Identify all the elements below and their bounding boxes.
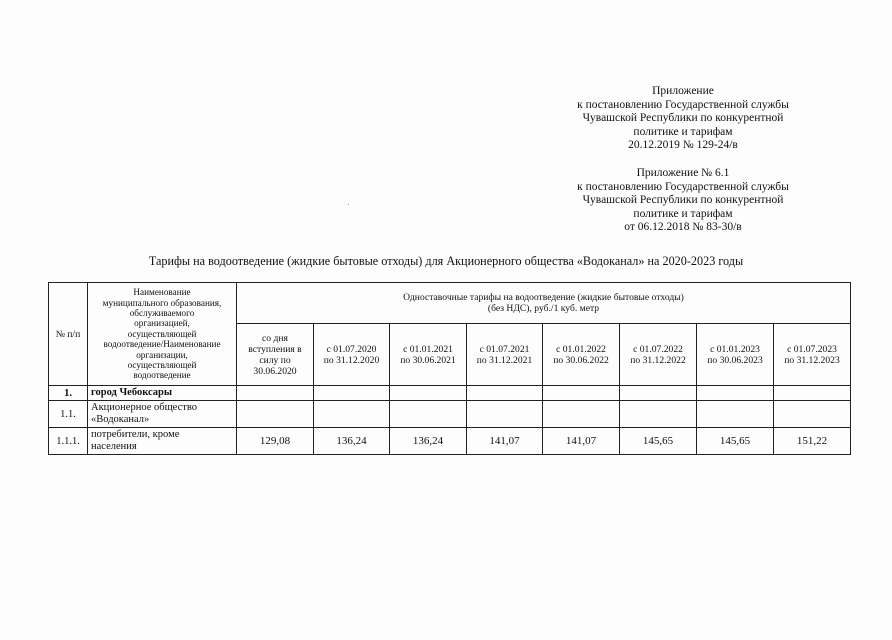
tariff-value: 145,65 <box>620 428 697 455</box>
tariff-value: 145,65 <box>697 428 774 455</box>
tariff-value <box>543 401 620 428</box>
tariff-value: 129,08 <box>237 428 314 455</box>
header-period-7: с 01.01.2023 по 30.06.2023 <box>697 324 774 386</box>
appendix-line: Чувашской Республики по конкурентной <box>582 194 784 207</box>
tariff-value <box>697 401 774 428</box>
tariff-value <box>314 401 390 428</box>
tariff-value <box>620 386 697 401</box>
tariff-value <box>620 401 697 428</box>
tariff-table <box>48 282 851 455</box>
appendix-date-number: 20.12.2019 № 129-24/в <box>628 139 738 152</box>
tariff-value: 141,07 <box>467 428 543 455</box>
header-row-number: № п/п <box>49 283 88 386</box>
row-number: 1.1.1. <box>49 428 88 455</box>
header-period-5: с 01.01.2022 по 30.06.2022 <box>543 324 620 386</box>
header-tariff-group: Одноставочные тарифы на водоотведение (жидкие бытовые отходы) (без НДС), руб./1 куб. метр <box>237 283 851 324</box>
header-period-3: с 01.01.2021 по 30.06.2021 <box>390 324 467 386</box>
row-name: Акционерное общество «Водоканал» <box>88 401 237 428</box>
row-name: город Чебоксары <box>88 386 237 401</box>
tariff-value: 136,24 <box>390 428 467 455</box>
tariff-value <box>774 386 851 401</box>
scan-speck <box>348 204 349 205</box>
tariff-value: 136,24 <box>314 428 390 455</box>
header-organization-name: Наименование муниципального образования, обслуживаемого организацией, осуществляющей водоотведение/Наименование организации, осуществляющей водоотведение <box>88 283 237 386</box>
table-row <box>49 401 851 428</box>
tariff-value <box>314 386 390 401</box>
tariff-value <box>467 401 543 428</box>
appendix-line: Приложение <box>652 85 714 97</box>
row-name: потребители, кроме населения <box>88 428 237 455</box>
tariff-value: 151,22 <box>774 428 851 455</box>
table-row <box>49 386 851 401</box>
row-number: 1. <box>49 386 88 401</box>
tariff-value: 141,07 <box>543 428 620 455</box>
appendix-header-original <box>553 167 813 235</box>
tariff-value <box>237 401 314 428</box>
header-period-2: с 01.07.2020 по 31.12.2020 <box>314 324 390 386</box>
row-number: 1.1. <box>49 401 88 428</box>
tariff-value <box>237 386 314 401</box>
appendix-header-current <box>553 85 813 153</box>
tariff-value <box>774 401 851 428</box>
header-period-1: со дня вступления в силу по 30.06.2020 <box>237 324 314 386</box>
tariff-value <box>543 386 620 401</box>
document-title: Тарифы на водоотведение (жидкие бытовые отходы) для Акционерного общества «Водоканал» на 2020-2023 годы <box>148 254 744 268</box>
appendix-line: политике и тарифам <box>633 207 733 220</box>
tariff-value <box>390 386 467 401</box>
appendix-line: Чувашской Республики по конкурентной <box>582 112 784 125</box>
header-period-8: с 01.07.2023 по 31.12.2023 <box>774 324 851 386</box>
appendix-line: к постановлению Государственной службы <box>577 180 789 193</box>
tariff-value <box>390 401 467 428</box>
appendix-line: политике и тарифам <box>633 125 733 138</box>
tariff-value <box>697 386 774 401</box>
appendix-date-number: от 06.12.2018 № 83-30/в <box>624 221 742 234</box>
appendix-line: к постановлению Государственной службы <box>577 98 789 111</box>
header-period-6: с 01.07.2022 по 31.12.2022 <box>620 324 697 386</box>
header-period-4: с 01.07.2021 по 31.12.2021 <box>467 324 543 386</box>
appendix-line: Приложение № 6.1 <box>636 167 730 179</box>
table-row <box>49 428 851 455</box>
tariff-value <box>467 386 543 401</box>
